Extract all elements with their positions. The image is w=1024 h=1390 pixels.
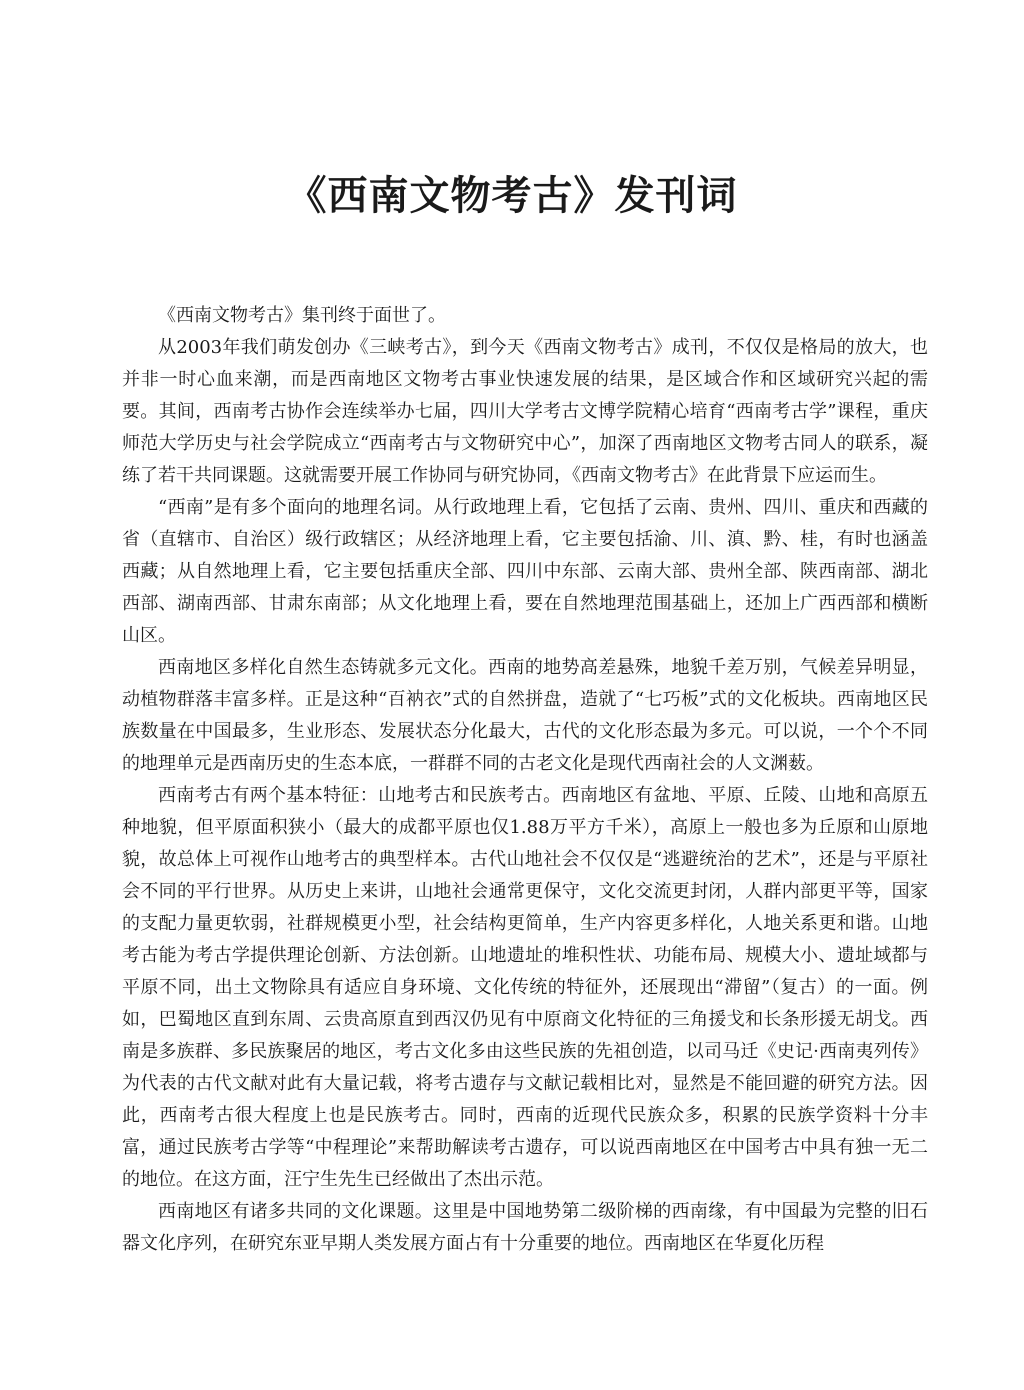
paragraph: 西南地区有诸多共同的文化课题。这里是中国地势第二级阶梯的西南缘，有中国最为完整的旧石器文化序列，在研究东亚早期人类发展方面占有十分重要的地位。西南地区在华夏化历程 <box>122 1201 928 1254</box>
paragraph: 从2003年我们萌发创办《三峡考古》，到今天《西南文物考古》成刊，不仅仅是格局的放大，也并非一时心血来潮，而是西南地区文物考古事业快速发展的结果，是区域合作和区域研究兴起的需要。其间，西南考古协作会连续举办七届，四川大学考古文博学院精心培育“西南考古学”课程，重庆师范大学历史与社会学院成立“西南考古与文物研究中心”，加深了西南地区文物考古同人的联系，凝练了若干共同课题。这就需要开展工作协同与研究协同，《西南文物考古》在此背景下应运而生。 <box>122 337 928 486</box>
paragraph: 西南考古有两个基本特征：山地考古和民族考古。西南地区有盆地、平原、丘陵、山地和高原五种地貌，但平原面积狭小（最大的成都平原也仅1.88万平方千米），高原上一般也多为丘原和山原地貌，故总体上可视作山地考古的典型样本。古代山地社会不仅仅是“逃避统治的艺术”，还是与平原社会不同的平行世界。从历史上来讲，山地社会通常更保守，文化交流更封闭，人群内部更平等，国家的支配力量更软弱，社群规模更小型，社会结构更简单，生产内容更多样化，人地关系更和谐。山地考古能为考古学提供理论创新、方法创新。山地遗址的堆积性状、功能布局、规模大小、遗址域都与平原不同，出土文物除具有适应自身环境、文化传统的特征外，还展现出“滞留”（复古）的一面。例如，巴蜀地区直到东周、云贵高原直到西汉仍见有中原商文化特征的三角援戈和长条形援无胡戈。西南是多族群、多民族聚居的地区，考古文化多由这些民族的先祖创造，以司马迁《史记·西南夷列传》为代表的古代文献对此有大量记载，将考古遗存与文献记载相比对，显然是不能回避的研究方法。因此，西南考古很大程度上也是民族考古。同时，西南的近现代民族众多，积累的民族学资料十分丰富，通过民族考古学等“中程理论”来帮助解读考古遗存，可以说西南地区在中国考古中具有独一无二的地位。在这方面，汪宁生先生已经做出了杰出示范。 <box>122 785 928 1190</box>
paragraph: 《西南文物考古》集刊终于面世了。 <box>158 305 446 326</box>
paragraph: 西南地区多样化自然生态铸就多元文化。西南的地势高差悬殊，地貌千差万别，气候差异明显，动植物群落丰富多样。正是这种“百衲衣”式的自然拼盘，造就了“七巧板”式的文化板块。西南地区民族数量在中国最多，生业形态、发展状态分化最大，古代的文化形态最为多元。可以说，一个个不同的地理单元是西南历史的生态本底，一群群不同的古老文化是现代西南社会的人文渊薮。 <box>122 657 928 774</box>
article-body <box>122 300 928 1260</box>
paragraph: “西南”是有多个面向的地理名词。从行政地理上看，它包括了云南、贵州、四川、重庆和西藏的省（直辖市、自治区）级行政辖区；从经济地理上看，它主要包括渝、川、滇、黔、桂，有时也涵盖西藏；从自然地理上看，它主要包括重庆全部、四川中东部、云南大部、贵州全部、陕西南部、湖北西部、湖南西部、甘肃东南部；从文化地理上看，要在自然地理范围基础上，还加上广西西部和横断山区。 <box>122 497 928 646</box>
page-title: 《西南文物考古》发刊词 <box>286 172 738 219</box>
